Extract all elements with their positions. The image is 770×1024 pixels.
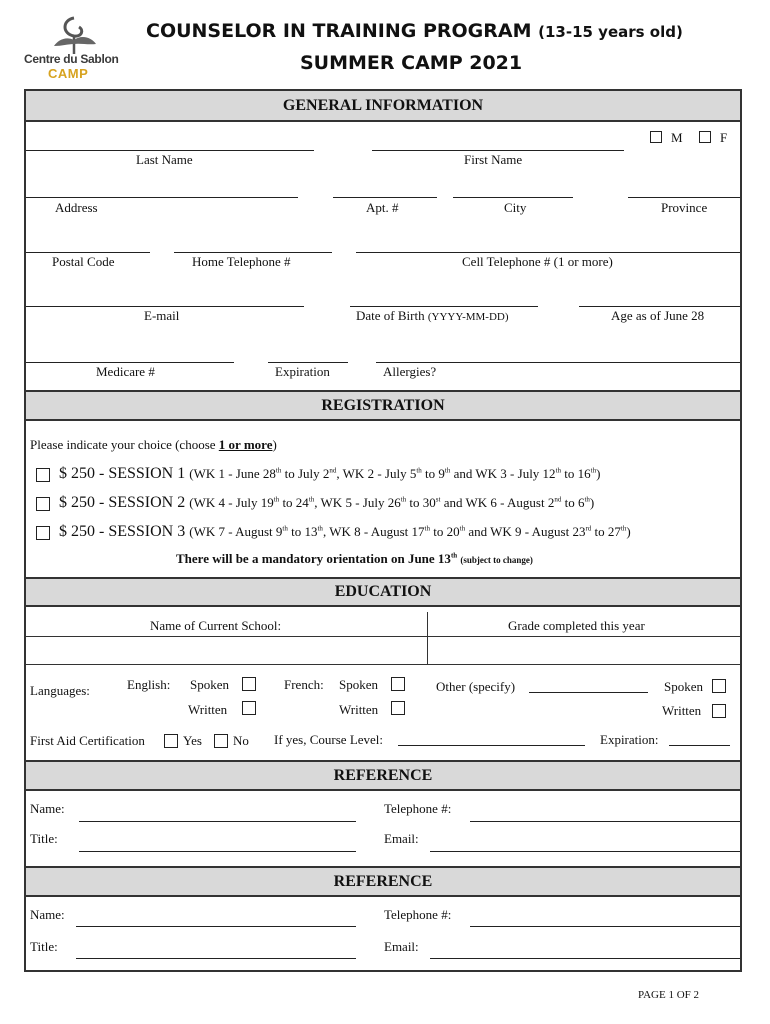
- other-spoken-label: Spoken: [664, 679, 703, 694]
- title-age: (13-15 years old): [538, 23, 683, 41]
- first-aid-yes-label: Yes: [183, 733, 202, 748]
- reference-2-title-label: Title:: [30, 939, 58, 954]
- medicare-expiration-field[interactable]: [268, 362, 348, 363]
- page-number: PAGE 1 OF 2: [638, 989, 700, 1001]
- english-written-checkbox[interactable]: [242, 701, 256, 715]
- home-phone-label: Home Telephone #: [192, 254, 291, 269]
- general-info-heading: GENERAL INFORMATION: [24, 89, 742, 122]
- session-2-option: $ 250 - SESSION 2 (WK 4 - July 19th to 24th, WK 5 - July 26th to 30st and WK 6 - August 2nd to 6th): [59, 494, 595, 511]
- reference-2-phone-label: Telephone #:: [384, 907, 452, 922]
- page-title: [146, 20, 683, 42]
- reference-1-title-field[interactable]: [79, 851, 356, 852]
- other-written-checkbox[interactable]: [712, 704, 726, 718]
- age-field[interactable]: [579, 306, 740, 307]
- last-name-field[interactable]: [26, 150, 314, 151]
- home-phone-field[interactable]: [174, 252, 332, 253]
- reference-2-title-field[interactable]: [76, 958, 356, 959]
- email-label: E-mail: [144, 308, 180, 323]
- other-language-label: Other (specify): [436, 679, 516, 694]
- apt-label: Apt. #: [366, 200, 399, 215]
- gender-f-checkbox[interactable]: [699, 131, 711, 143]
- reference-2-heading: REFERENCE: [24, 866, 742, 897]
- french-spoken-label: Spoken: [339, 677, 378, 692]
- french-written-label: Written: [339, 702, 379, 717]
- english-spoken-checkbox[interactable]: [242, 677, 256, 691]
- city-field[interactable]: [453, 197, 573, 198]
- session-1-checkbox[interactable]: [36, 468, 50, 482]
- gender-f-label: F: [720, 130, 728, 145]
- school-row-bottom: [24, 664, 742, 665]
- session-3-checkbox[interactable]: [36, 526, 50, 540]
- registration-instruction: Please indicate your choice (choose 1 or more): [30, 437, 277, 452]
- other-language-field[interactable]: [529, 692, 648, 693]
- first-aid-expiration-label: Expiration:: [600, 732, 659, 747]
- first-name-field[interactable]: [372, 150, 624, 151]
- gender-m-label: M: [671, 130, 683, 145]
- dob-field[interactable]: [350, 306, 538, 307]
- gender-m-checkbox[interactable]: [650, 131, 662, 143]
- email-field[interactable]: [26, 306, 304, 307]
- other-spoken-checkbox[interactable]: [712, 679, 726, 693]
- cell-phone-label: Cell Telephone # (1 or more): [462, 254, 613, 269]
- last-name-label: Last Name: [136, 152, 193, 167]
- languages-label: Languages:: [30, 683, 90, 698]
- logo-camp: CAMP: [48, 66, 89, 81]
- reference-1-title-label: Title:: [30, 831, 58, 846]
- reference-1-name-label: Name:: [30, 801, 65, 816]
- title-main: COUNSELOR IN TRAINING PROGRAM: [146, 20, 532, 42]
- session-3-option: $ 250 - SESSION 3 (WK 7 - August 9th to 13th, WK 8 - August 17th to 20th and WK 9 - August 23rd to 27th): [59, 523, 631, 540]
- reference-1-email-field[interactable]: [430, 851, 740, 852]
- reference-1-heading: REFERENCE: [24, 760, 742, 791]
- reference-1-phone-field[interactable]: [470, 821, 740, 822]
- school-label: Name of Current School:: [150, 618, 282, 633]
- session-2-checkbox[interactable]: [36, 497, 50, 511]
- address-label: Address: [55, 200, 98, 215]
- school-row-divider: [24, 636, 742, 637]
- first-aid-no-checkbox[interactable]: [214, 734, 228, 748]
- logo-name: Centre du Sablon: [24, 52, 119, 66]
- english-label: English:: [127, 677, 171, 692]
- reference-2-email-field[interactable]: [430, 958, 740, 959]
- first-aid-expiration-field[interactable]: [669, 745, 730, 746]
- postal-code-label: Postal Code: [52, 254, 115, 269]
- french-spoken-checkbox[interactable]: [391, 677, 405, 691]
- english-written-label: Written: [188, 702, 228, 717]
- medicare-field[interactable]: [26, 362, 234, 363]
- school-input[interactable]: [26, 638, 426, 663]
- first-aid-label: First Aid Certification: [30, 733, 145, 748]
- first-aid-no-label: No: [233, 733, 249, 748]
- medicare-label: Medicare #: [96, 364, 155, 379]
- reference-1-email-label: Email:: [384, 831, 419, 846]
- reference-2-name-label: Name:: [30, 907, 65, 922]
- grade-input[interactable]: [429, 638, 740, 663]
- education-heading: EDUCATION: [24, 577, 742, 607]
- first-name-label: First Name: [464, 152, 523, 167]
- school-column-divider: [427, 612, 428, 664]
- city-label: City: [504, 200, 527, 215]
- course-level-label: If yes, Course Level:: [274, 732, 384, 747]
- dob-label: Date of Birth (YYYY-MM-DD): [356, 308, 509, 323]
- reference-1-name-field[interactable]: [79, 821, 356, 822]
- french-label: French:: [284, 677, 324, 692]
- province-field[interactable]: [628, 197, 740, 198]
- page-subtitle: SUMMER CAMP 2021: [300, 52, 523, 74]
- first-aid-yes-checkbox[interactable]: [164, 734, 178, 748]
- reference-2-phone-field[interactable]: [470, 926, 740, 927]
- age-label: Age as of June 28: [611, 308, 705, 323]
- registration-heading: REGISTRATION: [24, 390, 742, 421]
- other-written-label: Written: [662, 703, 702, 718]
- allergies-label: Allergies?: [383, 364, 437, 379]
- reference-1-phone-label: Telephone #:: [384, 801, 452, 816]
- medicare-expiration-label: Expiration: [275, 364, 330, 379]
- french-written-checkbox[interactable]: [391, 701, 405, 715]
- address-field[interactable]: [26, 197, 298, 198]
- reference-2-name-field[interactable]: [76, 926, 356, 927]
- english-spoken-label: Spoken: [190, 677, 229, 692]
- reference-2-email-label: Email:: [384, 939, 419, 954]
- apt-field[interactable]: [333, 197, 437, 198]
- session-1-option: $ 250 - SESSION 1 (WK 1 - June 28th to July 2nd, WK 2 - July 5th to 9th and WK 3 - July 12th to 16th): [59, 465, 601, 482]
- course-level-field[interactable]: [398, 745, 585, 746]
- grade-label: Grade completed this year: [508, 618, 645, 633]
- orientation-notice: There will be a mandatory orientation on June 13th (subject to change): [176, 551, 533, 566]
- allergies-field[interactable]: [376, 362, 740, 363]
- cell-phone-field[interactable]: [356, 252, 740, 253]
- postal-code-field[interactable]: [26, 252, 150, 253]
- province-label: Province: [661, 200, 708, 215]
